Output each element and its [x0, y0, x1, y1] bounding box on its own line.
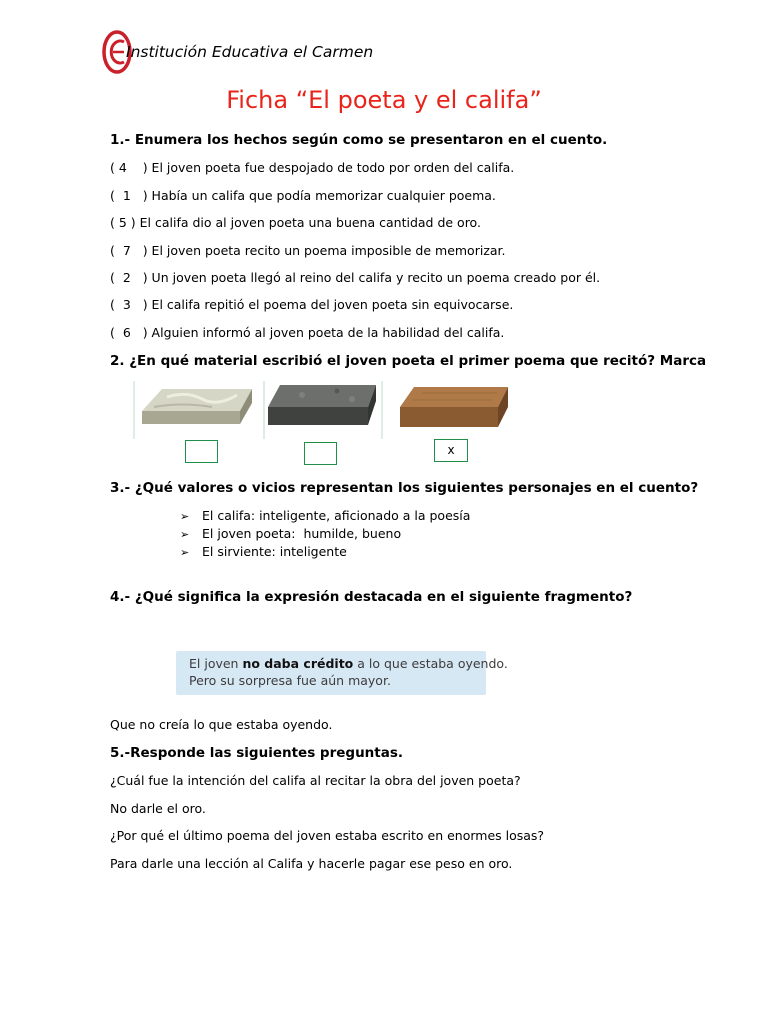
material-images [132, 377, 512, 441]
checkbox-stone[interactable] [304, 442, 337, 465]
question-3: 3.- ¿Qué valores o vicios representan los siguientes personajes en el cuento? [110, 480, 699, 496]
answer-5-1: No darle el oro. [110, 801, 206, 816]
list-item: ( 6 ) Alguien informó al joven poeta de la habilidad del califa. [110, 325, 505, 340]
marble-slab-icon [142, 389, 252, 424]
list-item: ( 1 ) Había un califa que podía memorizar cualquier poema. [110, 188, 496, 203]
list-item: ( 3 ) El califa repitió el poema del joven poeta sin equivocarse. [110, 297, 514, 312]
answer-5-2: Para darle una lección al Califa y hacerle pagar ese peso en oro. [110, 856, 513, 871]
list-item: ( 5 ) El califa dio al joven poeta una buena cantidad de oro. [110, 215, 481, 230]
wood-board-icon [400, 387, 508, 427]
question-2: 2. ¿En qué material escribió el joven poeta el primer poema que recitó? Marca [110, 353, 707, 369]
institution-name: Institución Educativa el Carmen [126, 43, 374, 61]
list-item: ➢ El califa: inteligente, aficionado a la poesía [180, 508, 471, 523]
list-item: ( 2 ) Un joven poeta llegó al reino del califa y recito un poema creado por él. [110, 270, 601, 285]
quote-box [176, 651, 508, 695]
checkbox-wood[interactable]: x [434, 439, 468, 462]
list-item: ➢ El sirviente: inteligente [180, 544, 347, 559]
question-5-2: ¿Por qué el último poema del joven estaba escrito en enormes losas? [110, 828, 545, 843]
question-1: 1.- Enumera los hechos según como se presentaron en el cuento. [110, 132, 608, 148]
arrow-bullet-icon: ➢ [180, 528, 190, 541]
list-item: ( 7 ) El joven poeta recito un poema imposible de memorizar. [110, 243, 506, 258]
list-item: ➢ El joven poeta: humilde, bueno [180, 526, 402, 541]
quote-text: El joven no daba crédito a lo que estaba oyendo. Pero su sorpresa fue aún mayor. [189, 656, 508, 688]
question-5-1: ¿Cuál fue la intención del califa al recitar la obra del joven poeta? [110, 773, 521, 788]
checkbox-marble[interactable] [185, 440, 218, 463]
question-5: 5.-Responde las siguientes preguntas. [110, 745, 404, 761]
stone-slab-icon [268, 385, 376, 425]
list-item: ( 4 ) El joven poeta fue despojado de todo por orden del califa. [110, 160, 515, 175]
arrow-bullet-icon: ➢ [180, 510, 190, 523]
arrow-bullet-icon: ➢ [180, 546, 190, 559]
page-title: Ficha “El poeta y el califa” [226, 86, 542, 114]
answer-4: Que no creía lo que estaba oyendo. [110, 717, 333, 732]
question-4: 4.- ¿Qué significa la expresión destacada en el siguiente fragmento? [110, 589, 633, 605]
